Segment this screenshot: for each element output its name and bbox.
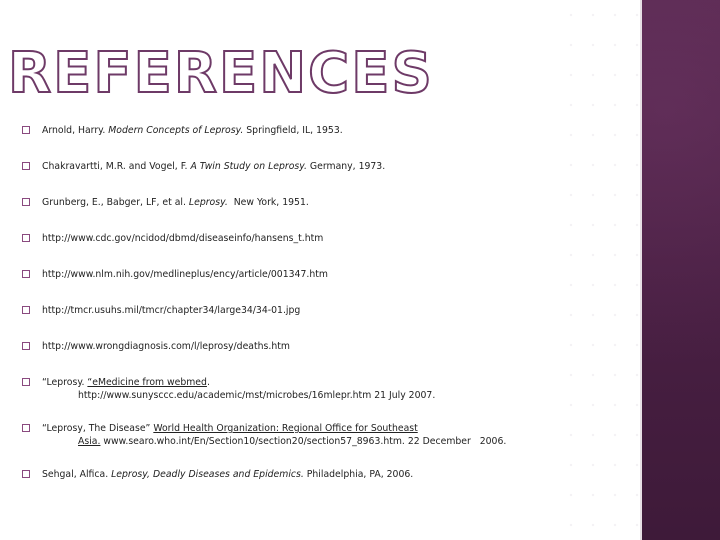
square-bullet-icon <box>22 306 30 314</box>
list-item <box>22 268 622 304</box>
reference-url: http://www.nlm.nih.gov/medlineplus/ency/article/001347.htm <box>42 269 328 280</box>
list-item <box>22 468 622 504</box>
square-bullet-icon <box>22 198 30 206</box>
square-bullet-icon <box>22 424 30 432</box>
reference-url: http://www.wrongdiagnosis.com/l/leprosy/deaths.htm <box>42 341 290 352</box>
decorative-side-panel <box>642 0 720 540</box>
reference-text: Arnold, Harry. Modern Concepts of Leprosy. Springfield, IL, 1953. <box>42 125 343 136</box>
reference-link[interactable]: “eMedicine from webmed <box>87 377 207 388</box>
reference-text: Grunberg, E., Babger, LF, et al. Leprosy. New York, 1951. <box>42 197 309 208</box>
reference-list <box>22 124 622 504</box>
slide-title: REFERENCES <box>8 41 434 106</box>
square-bullet-icon <box>22 378 30 386</box>
list-item <box>22 232 622 268</box>
list-item <box>22 304 622 340</box>
list-item <box>22 160 622 196</box>
list-item <box>22 124 622 160</box>
reference-url: http://www.cdc.gov/ncidod/dbmd/diseaseinfo/hansens_t.htm <box>42 233 324 244</box>
reference-url: http://tmcr.usuhs.mil/tmcr/chapter34/large34/34-01.jpg <box>42 305 301 316</box>
reference-text: Chakravartti, M.R. and Vogel, F. A Twin Study on Leprosy. Germany, 1973. <box>42 161 386 172</box>
square-bullet-icon <box>22 162 30 170</box>
reference-link[interactable]: World Health Organization: Regional Office for Southeast <box>153 423 418 434</box>
square-bullet-icon <box>22 126 30 134</box>
square-bullet-icon <box>22 342 30 350</box>
reference-text: “Leprosy. “eMedicine from webmed. http://www.sunysccc.edu/academic/mst/microbes/16mlepr.htm 21 July 2007. <box>42 377 436 401</box>
square-bullet-icon <box>22 234 30 242</box>
square-bullet-icon <box>22 470 30 478</box>
reference-link-continued[interactable]: Asia. <box>78 436 101 447</box>
list-item <box>22 196 622 232</box>
list-item <box>22 376 622 422</box>
reference-text: Sehgal, Alfica. Leprosy, Deadly Diseases and Epidemics. Philadelphia, PA, 2006. <box>42 469 414 480</box>
list-item <box>22 422 622 468</box>
list-item <box>22 340 622 376</box>
reference-text: “Leprosy, The Disease” World Health Organization: Regional Office for Southeast Asia. www.searo.who.int/En/Section10/section20/section57_8963.htm. 22 December 2006. <box>42 423 507 447</box>
square-bullet-icon <box>22 270 30 278</box>
